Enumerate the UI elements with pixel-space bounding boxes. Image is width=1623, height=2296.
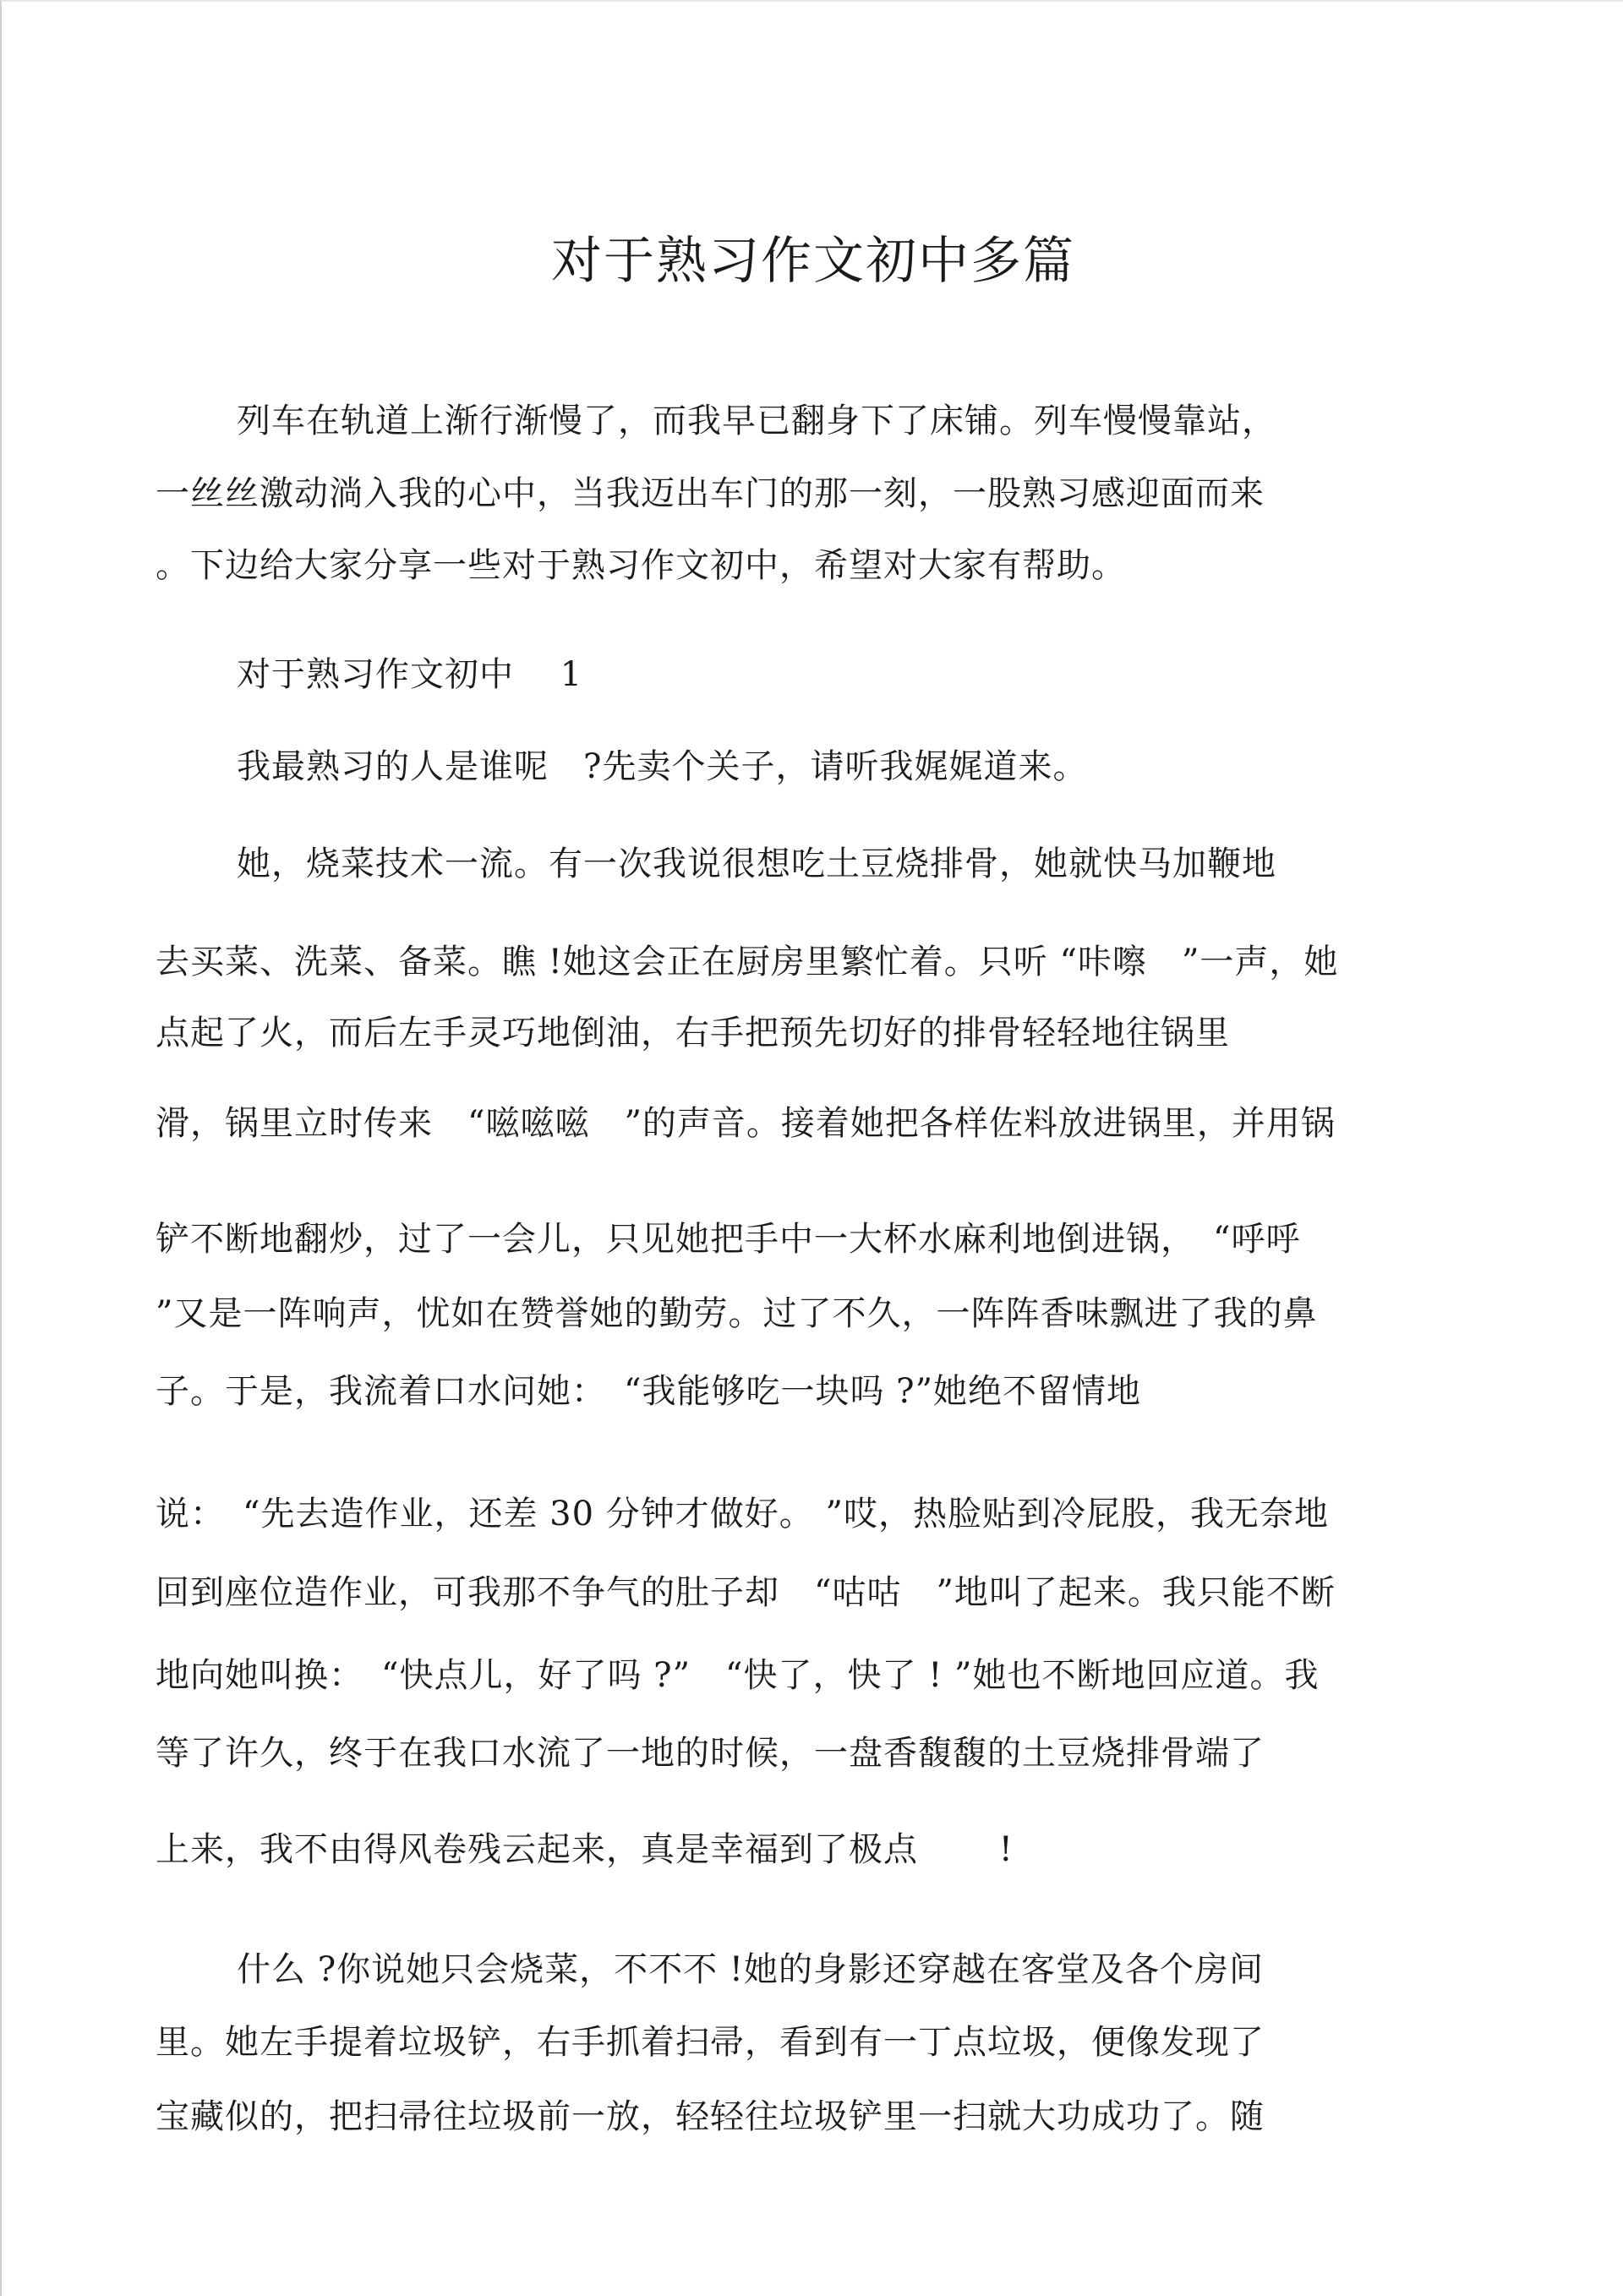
text-line-2: 一丝丝激动淌入我的心中，当我迈出车门的那一刻，一股熟习感迎面而来: [156, 474, 1265, 513]
text-line-14: 地向她叫换： “快点儿，好了吗 ?” “快了，快了 ! ”她也不断地回应道。我: [156, 1656, 1320, 1695]
text-line-10: ”又是一阵响声，忧如在赞誉她的勤劳。过了不久，一阵阵香味飘进了我的鼻: [156, 1294, 1318, 1333]
text-line-15: 等了许久，终于在我口水流了一地的时候，一盘香馥馥的土豆烧排骨端了: [156, 1734, 1265, 1773]
text-line-4: 我最熟习的人是谁呢 ?先卖个关子，请听我娓娓道来。: [237, 747, 1088, 786]
document-title: 对于熟习作文初中多篇: [551, 232, 1075, 291]
text-line-7: 点起了火，而后左手灵巧地倒油，右手把预先切好的排骨轻轻地往锅里: [156, 1014, 1230, 1052]
text-line-9: 铲不断地翻炒，过了一会儿，只见她把手中一大杯水麻利地倒进锅， “呼呼: [156, 1220, 1301, 1259]
text-line-17: 什么 ?你说她只会烧菜，不不不 !她的身影还穿越在客堂及各个房间: [237, 1950, 1264, 1989]
text-line-1: 列车在轨道上渐行渐慢了，而我早已翻身下了床铺。列车慢慢靠站，: [237, 402, 1276, 440]
text-line-3: 。下边给大家分享一些对于熟习作文初中，希望对大家有帮助。: [156, 546, 1126, 585]
text-line-11: 子。于是，我流着口水问她： “我能够吃一块吗 ?”她绝不留情地: [156, 1372, 1142, 1411]
text-line-12: 说： “先去造作业，还差 30 分钟才做好。 ”哎，热脸贴到冷屁股，我无奈地: [156, 1495, 1329, 1533]
text-line-13: 回到座位造作业，可我那不争气的肚子却 “咕咕 ”地叫了起来。我只能不断: [156, 1573, 1336, 1612]
text-line-5: 她，烧菜技术一流。有一次我说很想吃土豆烧排骨，她就快马加鞭地: [237, 845, 1276, 883]
section-heading-1: 对于熟习作文初中 1: [237, 655, 583, 694]
text-line-16: 上来，我不由得风卷残云起来，真是幸福到了极点 !: [156, 1830, 1014, 1869]
text-line-6: 去买菜、洗菜、备菜。瞧 !她这会正在厨房里繁忙着。只听 “咔嚓 ”一声，她: [156, 943, 1339, 981]
text-line-18: 里。她左手提着垃圾铲，右手抓着扫帚，看到有一丁点垃圾，便像发现了: [156, 2023, 1265, 2062]
text-line-8: 滑，锅里立时传来 “嗞嗞嗞 ”的声音。接着她把各样佐料放进锅里，并用锅: [156, 1104, 1336, 1143]
text-line-19: 宝藏似的，把扫帚往垃圾前一放，轻轻往垃圾铲里一扫就大功成功了。随: [156, 2097, 1265, 2136]
